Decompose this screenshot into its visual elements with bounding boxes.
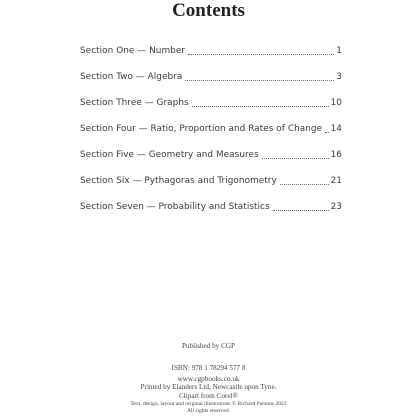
printer-line: Printed by Elanders Ltd, Newcastle upon Tyne.: [140, 383, 277, 391]
toc-entry-title: Section Seven — Probability and Statistics: [80, 202, 270, 212]
dot-leader: [273, 210, 329, 211]
toc-entry-page-number: 10: [330, 98, 342, 108]
toc-entry-section-six[interactable]: [80, 168, 342, 194]
toc-entry-section-three[interactable]: [80, 90, 342, 116]
toc-entry-title: Section Four — Ratio, Proportion and Rates of Change: [80, 124, 323, 134]
toc-entry-page-number: 14: [330, 124, 342, 134]
isbn-line: ISBN: 978 1 78294 577 8: [171, 364, 246, 372]
toc-entry-page-number: 21: [330, 176, 342, 186]
clipart-credit-line: Clipart from Corel®: [179, 392, 238, 400]
toc-entry-page-number: 16: [330, 150, 342, 160]
table-of-contents: [80, 38, 342, 220]
toc-entry-title: Section Five — Geometry and Measures: [80, 150, 259, 160]
page-title: Contents: [172, 0, 245, 21]
website-line: www.cgpbooks.co.uk: [177, 375, 240, 383]
toc-entry-page-number: 23: [330, 202, 342, 212]
dot-leader: [325, 132, 328, 133]
toc-entry-section-two[interactable]: [80, 64, 342, 90]
dot-leader: [188, 54, 334, 55]
toc-entry-page-number: 3: [336, 72, 342, 82]
copyright-line: Text, design, layout and original illustrations © Richard Parsons 2022: [130, 401, 287, 407]
dot-leader: [192, 106, 329, 107]
rights-line: All rights reserved.: [186, 408, 231, 414]
dot-leader: [262, 158, 329, 159]
toc-entry-section-seven[interactable]: [80, 194, 342, 220]
toc-entry-title: Section Two — Algebra: [80, 72, 183, 82]
toc-entry-title: Section Six — Pythagoras and Trigonometry: [80, 176, 277, 186]
publisher-line: Published by CGP: [181, 342, 236, 350]
dot-leader: [280, 184, 329, 185]
toc-entry-page-number: 1: [336, 46, 342, 56]
toc-entry-section-one[interactable]: [80, 38, 342, 64]
toc-entry-title: Section One — Number: [80, 46, 186, 56]
dot-leader: [185, 80, 334, 81]
toc-entry-section-five[interactable]: [80, 142, 342, 168]
toc-entry-title: Section Three — Graphs: [80, 98, 189, 108]
toc-entry-section-four[interactable]: [80, 116, 342, 142]
